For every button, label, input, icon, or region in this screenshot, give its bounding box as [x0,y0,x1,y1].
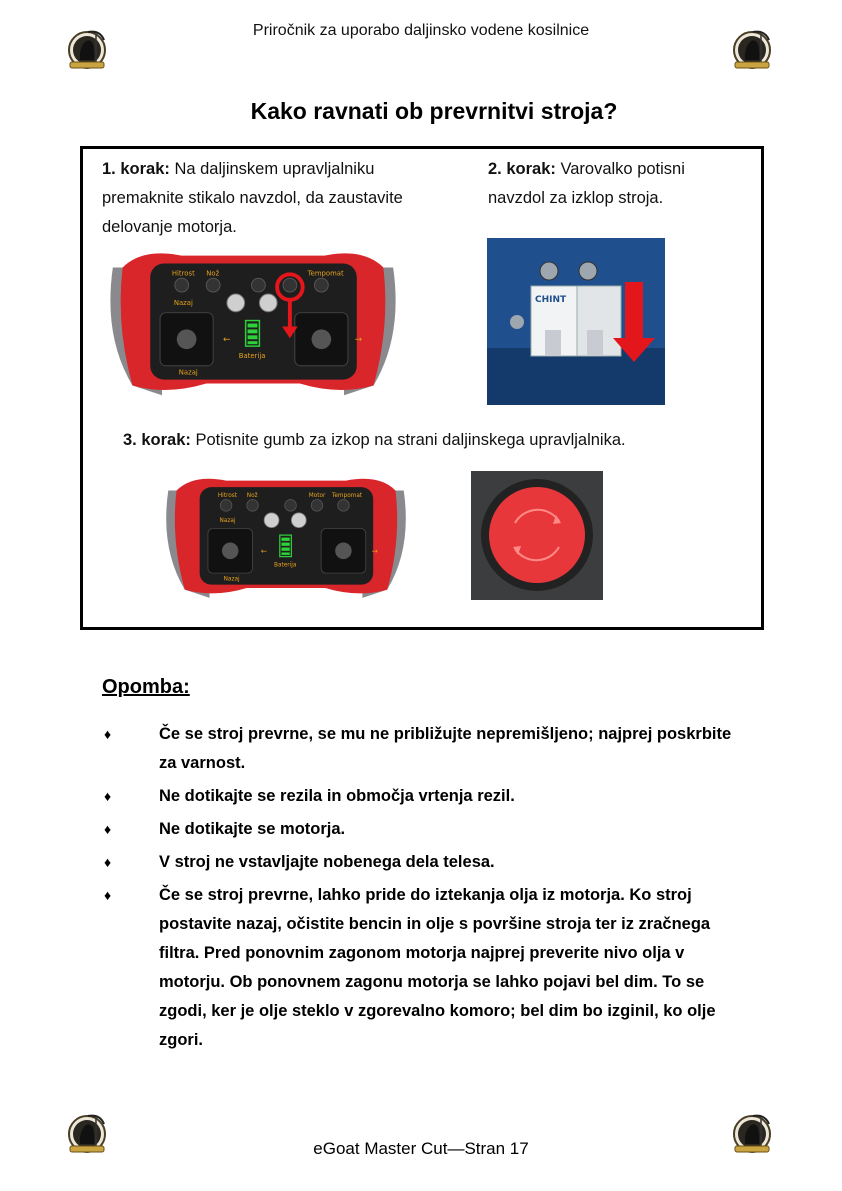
down-arrow-icon [625,282,643,340]
note-item: ♦ V stroj ne vstavljajte nobenega dela telesa. [102,848,742,877]
remote-label-nazaj-top: Nazaj [219,517,236,524]
step-2-body: Varovalko potisni navzdol za izklop stroja. [488,160,685,207]
note-list [102,720,742,1059]
remote-label-motor: Motor [308,493,326,500]
step-2-text [488,155,738,213]
note-item: ♦ Ne dotikajte se rezila in območja vrtenja rezil. [102,782,742,811]
step-3-label: 3. korak: [123,431,191,449]
step-1-label: 1. korak: [102,160,170,178]
diamond-bullet-icon: ♦ [104,788,112,804]
page-footer: eGoat Master Cut—Stran 17 [313,1139,529,1158]
step-3-text [123,426,743,455]
diamond-bullet-icon: ♦ [104,854,112,870]
step-3-body: Potisnite gumb za izkop na strani daljinskega upravljalnika. [190,431,626,449]
remote-label-nazaj-top: Nazaj [173,298,193,307]
note-item: ♦ Če se stroj prevrne, se mu ne približujte nepremišljeno; najprej poskrbite za varnost. [102,720,742,778]
remote-label-hitrost: Hitrost [217,493,238,500]
note-item: ♦ Ne dotikajte se motorja. [102,815,742,844]
remote-label-noz: Nož [246,493,258,500]
page-title: Kako ravnati ob prevrnitvi stroja? [250,98,618,124]
diamond-bullet-icon: ♦ [104,887,112,903]
remote-label-baterija: Baterija [238,351,266,360]
remote-label-hitrost: Hitrost [171,269,195,278]
remote-label-tempomat: Tempomat [331,493,363,500]
step-2-label: 2. korak: [488,160,556,178]
remote-control-step1-image [103,244,403,404]
remote-label-nazaj-bottom: Nazaj [223,576,240,583]
logo-goat-icon [66,26,108,72]
remote-label-baterija: Baterija [274,562,297,569]
diamond-bullet-icon: ♦ [104,821,112,837]
remote-label-nazaj-bottom: Nazaj [178,368,198,377]
remote-label-tempomat: Tempomat [307,269,344,278]
diamond-bullet-icon: ♦ [104,726,112,742]
breaker-brand: CHINT [535,295,567,305]
circuit-breaker-image [487,238,665,405]
running-header: Priročnik za uporabo daljinsko vodene kosilnice [252,22,590,39]
step-1-text [102,155,447,242]
note-item: ♦ Če se stroj prevrne, lahko pride do iztekanja olja iz motorja. Ko stroj postavite nazaj, očistite bencin in olje s površine stroja ter iz zračnega filtra. Pred ponovnim zagonom motorja najprej preverite nivo olja v motorju. Ob ponovnem zagonu motorja se lahko pojavi bel dim. To se zgodi, ker je olje steklo v zgorevalno komoro; bel dim bo izginil, ko olje zgori. [102,881,742,1055]
remote-control-step3-image [160,462,412,614]
remote-label-noz: Nož [206,269,220,278]
note-title: Opomba: [102,676,190,698]
emergency-stop-button-image [471,471,603,600]
step-1-body: Na daljinskem upravljalniku premaknite stikalo navzdol, da zaustavite delovanje motorja. [102,160,403,236]
logo-goat-icon [731,26,773,72]
